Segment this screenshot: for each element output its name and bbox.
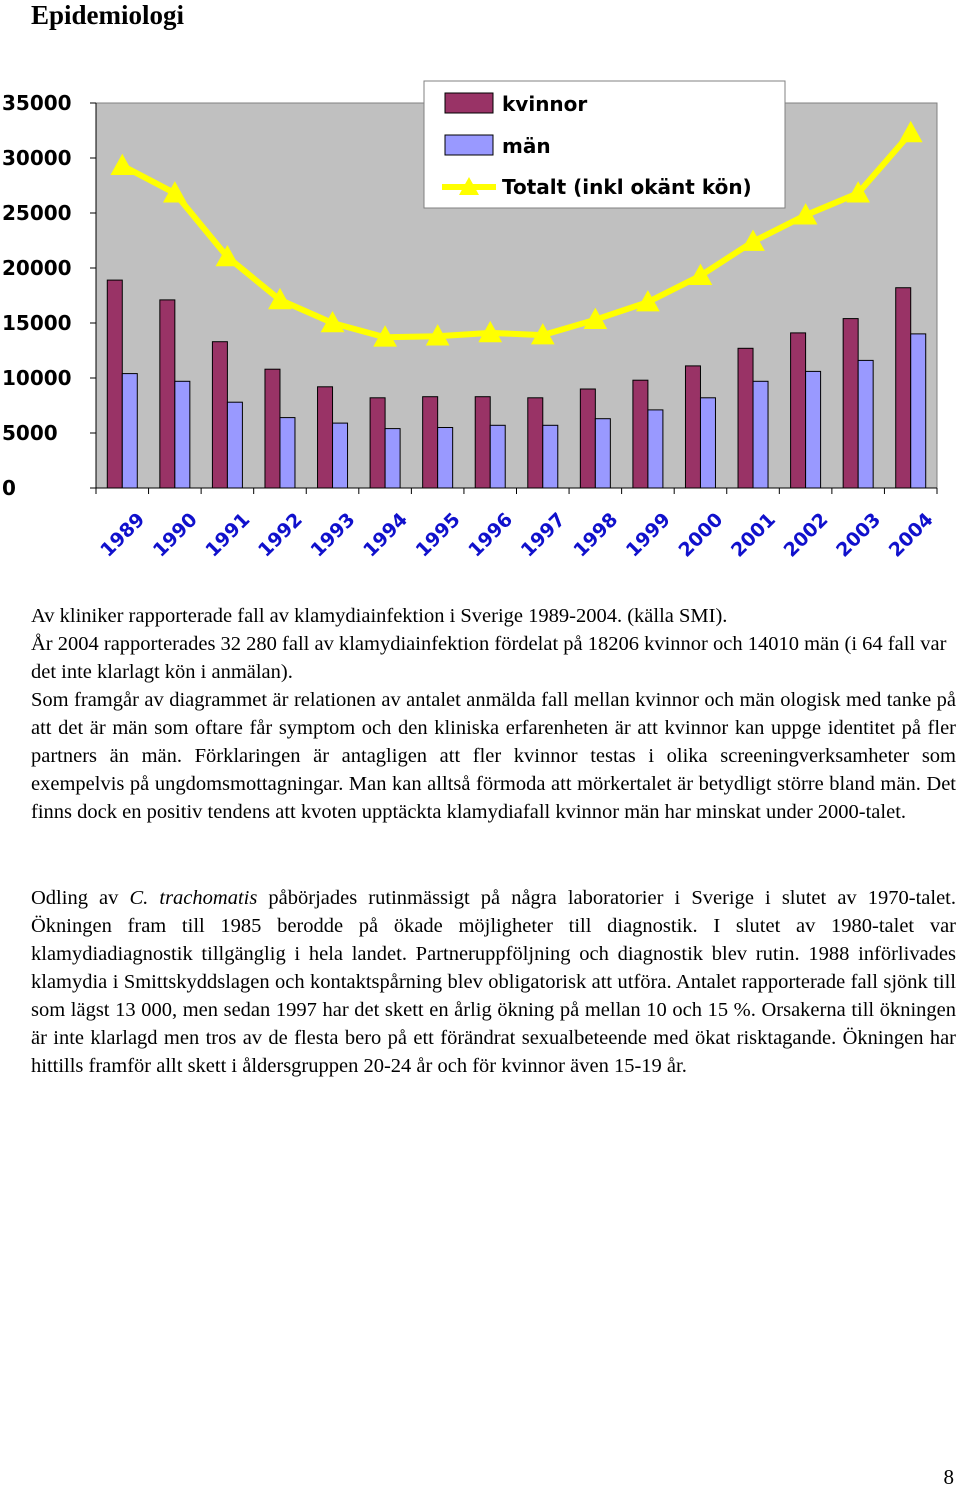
y-tick-label: 25000 [2, 201, 72, 225]
bar-kvinnor [475, 397, 490, 488]
bar-kvinnor [212, 342, 227, 488]
x-tick-label: 1993 [306, 508, 360, 562]
legend-swatch [445, 93, 493, 113]
x-tick-label: 1994 [359, 508, 413, 562]
bar-kvinnor [685, 366, 700, 488]
history-rest: påbörjades rutinmässigt på några laboratorier i Sverige i slutet av 1970-talet. Ökningen fram till 1985 berodde på ökade möjligheter till diagnostik. I slutet av 1980-talet var klamydiadiagnostik tillgänglig i hela landet. Partneruppföljning och diagnostik blev rutin. 1988 införlivades klamydia i Smittskyddslagen och kontaktspårning blev obligatorisk att utföra. Antalet rapporterade fall sjönk till som lägst 13 000, men sedan 1997 har det skett en årlig ökning på mellan 10 och 15 %. Orsakerna till ökningen är inte klarlagd men tros av de flesta bero på ett förändrat sexualbeteende med ökat risktagande. Ökningen har hittills framför allt skett i åldersgruppen 20-24 år och för kvinnor även 15-19 år. [31, 887, 956, 1077]
y-tick-label: 10000 [2, 366, 72, 390]
paragraph-history [31, 884, 956, 1080]
bar-kvinnor [528, 398, 543, 488]
legend-label: kvinnor [502, 92, 588, 116]
y-tick-label: 30000 [2, 146, 72, 170]
bar-kvinnor [370, 398, 385, 488]
x-tick-label: 1991 [201, 508, 255, 562]
x-tick-label: 2000 [674, 508, 728, 562]
bar-man [648, 410, 663, 488]
y-tick-label: 15000 [2, 311, 72, 335]
x-tick-label: 1998 [569, 508, 623, 562]
bar-man [911, 334, 926, 488]
bar-man [858, 360, 873, 488]
bar-man [753, 381, 768, 488]
bar-kvinnor [843, 319, 858, 488]
bar-kvinnor [265, 369, 280, 488]
bar-man [700, 398, 715, 488]
bar-kvinnor [896, 288, 911, 488]
bar-man [333, 423, 348, 488]
history-block [31, 884, 956, 1080]
y-tick-label: 5000 [2, 421, 58, 445]
bar-man [595, 419, 610, 488]
legend-label: Totalt (inkl okänt kön) [502, 175, 752, 199]
x-tick-label: 1996 [464, 508, 518, 562]
epidemiology-chart [0, 60, 960, 580]
x-tick-label: 1995 [411, 508, 465, 562]
bar-kvinnor [738, 348, 753, 488]
page-heading: Epidemiologi [31, 0, 185, 30]
bar-man [806, 371, 821, 488]
paragraph-2004-cases: År 2004 rapporterades 32 280 fall av klamydiainfektion fördelat på 18206 kvinnor och 14010 män (i 64 fall var det inte klarlagt kön i anmälan). [31, 633, 947, 683]
y-tick-label: 20000 [2, 256, 72, 280]
x-tick-label: 1992 [253, 508, 307, 562]
history-lead: Odling av [31, 887, 130, 909]
bar-man [438, 428, 453, 489]
bar-man [543, 425, 558, 488]
bar-kvinnor [318, 387, 333, 488]
chart-caption-block [31, 602, 956, 826]
chart-caption: Av kliniker rapporterade fall av klamydiainfektion i Sverige 1989-2004. (källa SMI). [31, 605, 728, 627]
bar-man [175, 381, 190, 488]
y-tick-label: 35000 [2, 91, 72, 115]
bar-kvinnor [633, 380, 648, 488]
x-tick-label: 2002 [779, 508, 833, 562]
bar-kvinnor [580, 389, 595, 488]
x-tick-label: 1989 [96, 508, 150, 562]
y-tick-label: 0 [2, 476, 16, 500]
x-tick-label: 1990 [148, 508, 202, 562]
bar-kvinnor [423, 397, 438, 488]
x-tick-label: 2003 [832, 508, 886, 562]
x-tick-label: 1997 [516, 508, 570, 562]
legend-label: män [502, 134, 551, 158]
bar-man [280, 418, 295, 488]
bar-kvinnor [160, 300, 175, 488]
paragraph-gender-ratio: Som framgår av diagrammet är relationen av antalet anmälda fall mellan kvinnor och män ologisk med tanke på att det är män som oftare får symptom och den kliniska erfarenheten är att kvinnor kan uppge identitet på fler partners än män. Förklaringen är antagligen att fler kvinnor testas i olika screeningverksamheter som exempelvis på ungdomsmottagningar. Man kan alltså förmoda att mörkertalet är betydligt större bland män. Det finns dock en positiv tendens att kvoten upptäckta klamydiafall kvinnor män har minskat under 2000-talet. [31, 689, 956, 823]
x-tick-label: 2001 [727, 508, 780, 562]
legend-swatch [445, 135, 493, 155]
x-tick-label: 2004 [884, 508, 938, 562]
species-name: C. trachomatis [129, 887, 258, 909]
bar-man [385, 429, 400, 488]
bar-kvinnor [791, 333, 806, 488]
x-tick-label: 1999 [621, 508, 675, 562]
page-number: 8 [943, 1465, 954, 1489]
bar-man [490, 425, 505, 488]
bar-kvinnor [107, 280, 122, 488]
bar-man [227, 402, 242, 488]
bar-man [122, 374, 137, 488]
